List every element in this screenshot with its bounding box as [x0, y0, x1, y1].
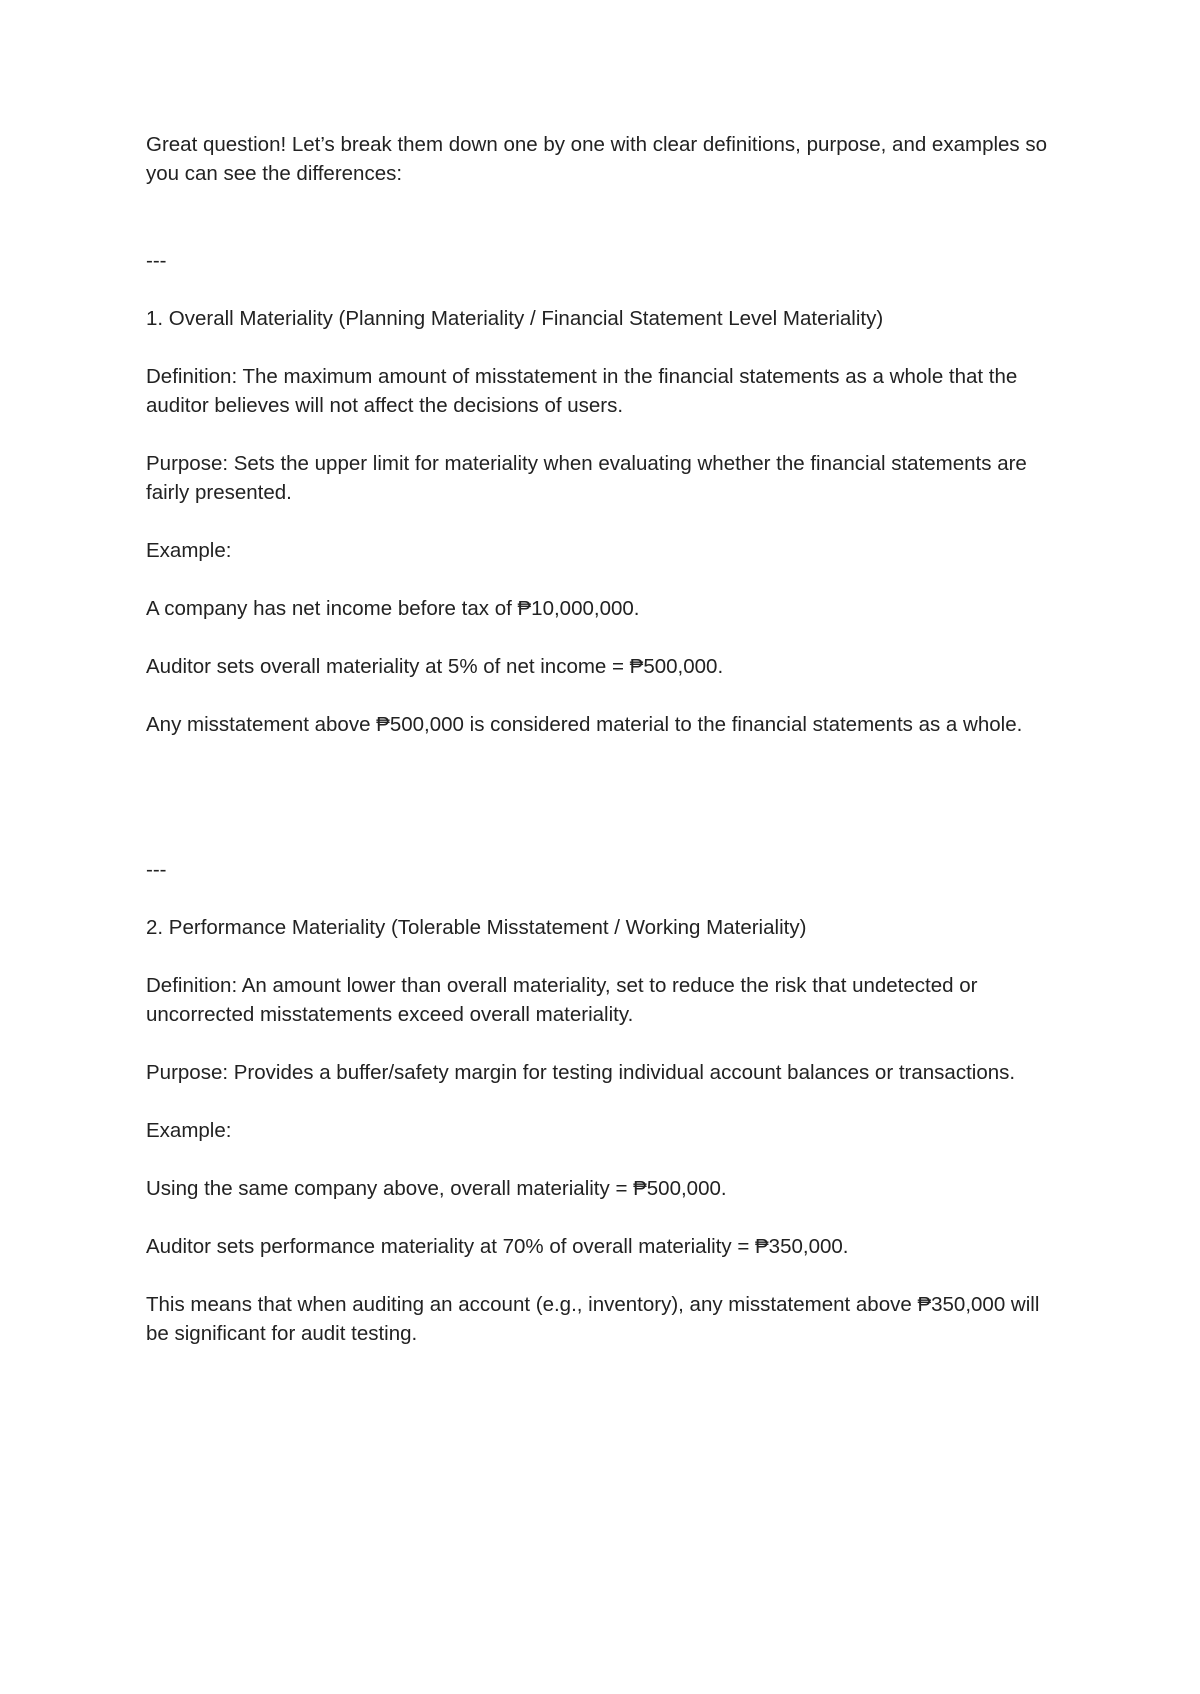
- example-line: Using the same company above, overall materiality = ₱500,000.: [146, 1177, 727, 1200]
- section-divider: ---: [146, 249, 167, 272]
- example-label: Example:: [146, 539, 232, 562]
- section-divider: ---: [146, 858, 167, 881]
- definition-paragraph: Definition: The maximum amount of misstatement in the financial statements as a whole that the auditor believes will not affect the decisions of users.: [146, 365, 1024, 417]
- example-line: This means that when auditing an account (e.g., inventory), any misstatement above ₱350,000 will be significant for audit testing.: [146, 1293, 1046, 1345]
- example-line: Any misstatement above ₱500,000 is considered material to the financial statements as a whole.: [146, 713, 1023, 736]
- example-line: A company has net income before tax of ₱10,000,000.: [146, 597, 640, 620]
- definition-paragraph: Definition: An amount lower than overall materiality, set to reduce the risk that undetected or uncorrected misstatements exceed overall materiality.: [146, 974, 984, 1026]
- section-heading: 1. Overall Materiality (Planning Materiality / Financial Statement Level Materiality): [146, 307, 884, 330]
- document-page: [146, 130, 1066, 1348]
- example-line: Auditor sets performance materiality at 70% of overall materiality = ₱350,000.: [146, 1235, 849, 1258]
- example-line: Auditor sets overall materiality at 5% of net income = ₱500,000.: [146, 655, 724, 678]
- purpose-paragraph: Purpose: Sets the upper limit for materiality when evaluating whether the financial statements are fairly presented.: [146, 452, 1033, 504]
- section-heading: 2. Performance Materiality (Tolerable Misstatement / Working Materiality): [146, 916, 807, 939]
- example-label: Example:: [146, 1119, 232, 1142]
- intro-paragraph: Great question! Let’s break them down one by one with clear definitions, purpose, and examples so you can see the differences:: [146, 133, 1053, 185]
- purpose-paragraph: Purpose: Provides a buffer/safety margin for testing individual account balances or transactions.: [146, 1061, 1016, 1084]
